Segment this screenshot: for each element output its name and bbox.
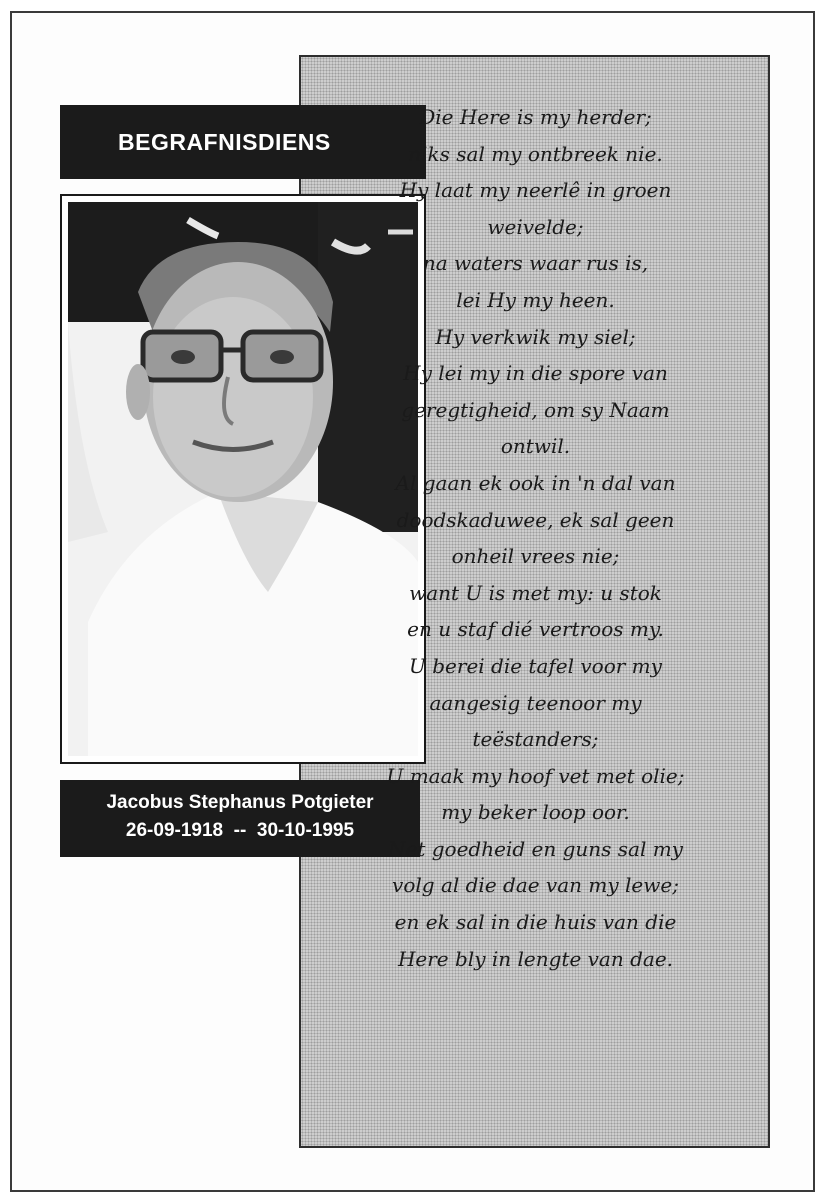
poem-line: Here bly in lengte van dae. <box>397 946 674 971</box>
poem-line: Die Here is my herder; <box>419 105 652 129</box>
poem-line: Net goedheid en guns sal my <box>388 836 683 861</box>
poem-line: aangesig teenoor my <box>429 690 642 715</box>
life-dates: 26-09-1918 -- 30-10-1995 <box>125 820 355 841</box>
poem-line: Al gaan ek ook in 'n dal van <box>395 470 676 495</box>
poem-line: want U is met my: u stok <box>409 580 662 605</box>
poem-line: teëstanders; <box>472 727 599 752</box>
poem-line: Hy verkwik my siel; <box>435 324 636 349</box>
poem-line: en u staf dié vertroos my. <box>407 617 664 642</box>
psalm-text <box>303 99 768 977</box>
page-title: BEGRAFNISDIENS <box>118 128 331 155</box>
poem-line: lei Hy my heen. <box>456 287 615 312</box>
poem-line: volg al die dae van my lewe; <box>392 873 679 898</box>
poem-line: Hy laat my neerlê in groen <box>399 178 672 203</box>
deceased-name: Jacobus Stephanus Potgieter <box>106 792 374 813</box>
poem-line: niks sal my ontbreek nie. <box>408 141 663 166</box>
poem-line: onheil vrees nie; <box>451 544 620 569</box>
poem-line: weivelde; <box>487 214 584 239</box>
poem-line: ontwil. <box>500 434 571 459</box>
poem-line: my beker loop oor. <box>441 800 630 825</box>
poem-line: doodskaduwee, ek sal geen <box>396 507 675 532</box>
poem-line: geregtigheid, om sy Naam <box>401 397 670 422</box>
poem-line: na waters waar rus is, <box>422 251 649 276</box>
poem-line: Hy lei my in die spore van <box>403 361 668 386</box>
poem-line: U berei die tafel voor my <box>409 653 662 678</box>
poem-line: U maak my hoof vet met olie; <box>386 763 685 788</box>
poem-line: en ek sal in die huis van die <box>394 910 677 935</box>
